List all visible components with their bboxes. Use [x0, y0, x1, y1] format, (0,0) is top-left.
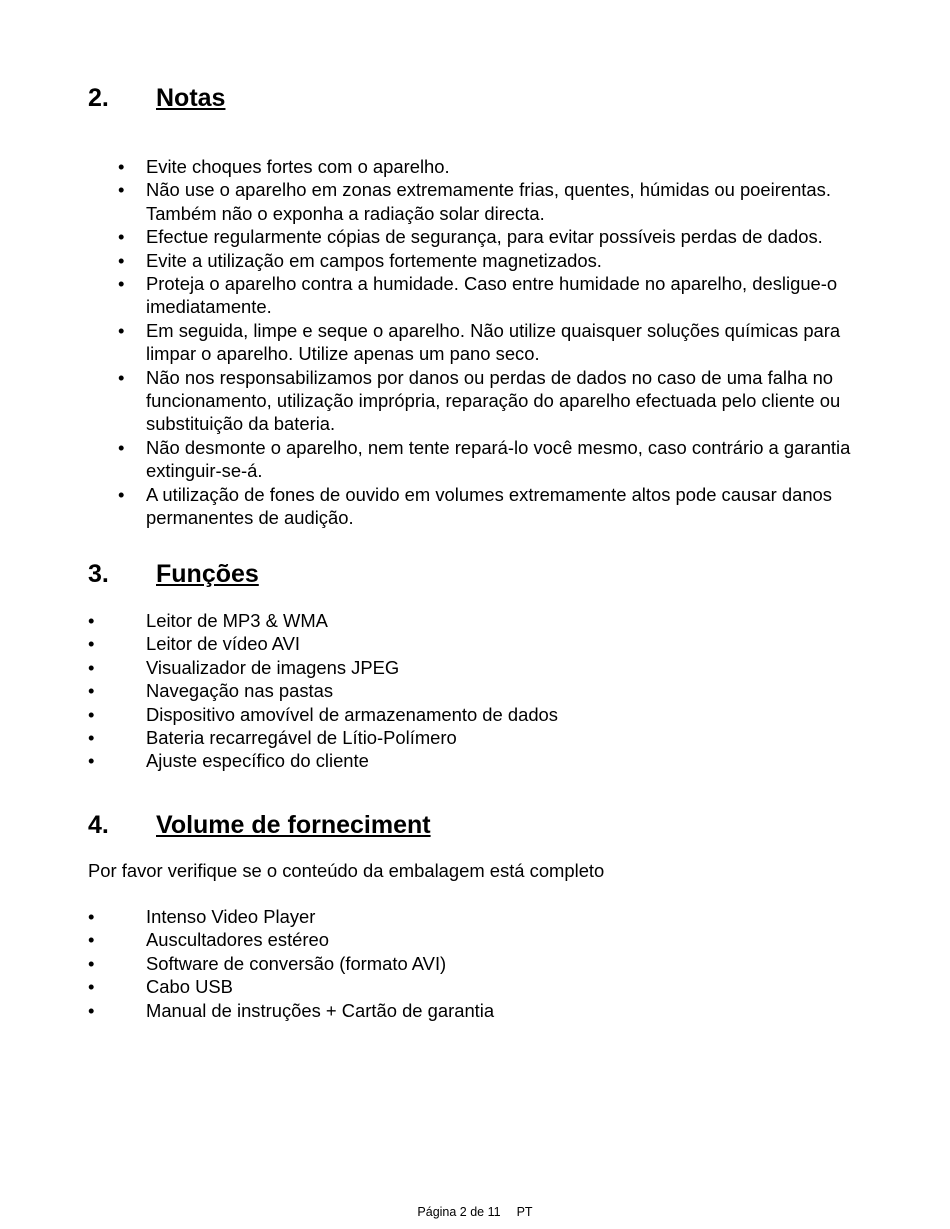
- page-number: Página 2 de 11: [417, 1205, 501, 1219]
- list-item-text: Navegação nas pastas: [146, 680, 334, 702]
- bullet-icon: •: [118, 273, 125, 295]
- list-item-text: Intenso Video Player: [146, 906, 316, 927]
- list-item-text: Leitor de MP3 & WMA: [146, 610, 328, 631]
- list-item: [0, 483, 866, 530]
- section-title: Funções: [156, 560, 259, 588]
- list-item: [0, 155, 866, 178]
- list-item: [0, 999, 866, 1022]
- section-number: 4.: [88, 811, 109, 839]
- package-contents-intro: Por favor verifique se o conteúdo da embalagem está completo: [88, 860, 605, 881]
- list-item: [0, 436, 866, 483]
- functions-list: [0, 609, 866, 773]
- section-number: 2.: [88, 84, 109, 112]
- bullet-icon: •: [118, 226, 125, 248]
- bullet-icon: •: [88, 929, 95, 951]
- list-item-text: Evite a utilização em campos fortemente magnetizados.: [146, 249, 602, 271]
- section-heading-notas: [88, 83, 225, 113]
- section-heading-funcoes: [88, 559, 259, 589]
- list-item: [0, 249, 866, 272]
- list-item: [0, 366, 866, 436]
- bullet-icon: •: [88, 750, 95, 772]
- section-title: Volume de forneciment: [156, 811, 431, 839]
- list-item-text: Software de conversão (formato AVI): [146, 952, 447, 974]
- list-item-text: Evite choques fortes com o aparelho.: [146, 156, 450, 177]
- section-title: Notas: [156, 84, 226, 112]
- list-item-text: Proteja o aparelho contra a humidade. Caso entre humidade no aparelho, desligue-o imediatamente.: [146, 273, 838, 318]
- list-item: [0, 679, 866, 702]
- bullet-icon: •: [118, 483, 125, 505]
- list-item: [0, 749, 866, 772]
- list-item-text: Dispositivo amovível de armazenamento de dados: [146, 703, 558, 725]
- list-item: [0, 225, 866, 248]
- list-item: [0, 272, 866, 319]
- list-item: [0, 975, 866, 998]
- bullet-icon: •: [118, 249, 125, 271]
- page-footer: [0, 1204, 950, 1220]
- section-number: 3.: [88, 560, 109, 588]
- list-item: [0, 952, 866, 975]
- bullet-icon: •: [118, 179, 125, 201]
- list-item: [0, 632, 866, 655]
- bullet-icon: •: [88, 999, 95, 1021]
- list-item: [0, 319, 866, 366]
- bullet-icon: •: [88, 610, 95, 631]
- list-item-text: Auscultadores estéreo: [146, 929, 329, 951]
- list-item-text: Não desmonte o aparelho, nem tente repará-lo você mesmo, caso contrário a garantia extinguir-se-á.: [146, 436, 851, 482]
- list-item: [0, 905, 866, 928]
- bullet-icon: •: [88, 727, 95, 749]
- bullet-icon: •: [88, 906, 95, 927]
- bullet-icon: •: [118, 319, 125, 341]
- bullet-icon: •: [118, 436, 125, 458]
- list-item-text: Ajuste específico do cliente: [146, 750, 369, 772]
- list-item-text: Em seguida, limpe e seque o aparelho. Não utilize quaisquer soluções químicas para limpar o aparelho. Utilize apenas um pano seco.: [146, 319, 841, 365]
- bullet-icon: •: [88, 976, 95, 998]
- notes-list: [0, 155, 866, 530]
- list-item-text: Bateria recarregável de Lítio-Polímero: [146, 727, 457, 749]
- list-item: [0, 609, 866, 632]
- package-contents-list: [0, 905, 866, 1022]
- list-item-text: Visualizador de imagens JPEG: [146, 656, 400, 678]
- list-item: [0, 726, 866, 749]
- bullet-icon: •: [118, 366, 125, 388]
- list-item: [0, 928, 866, 951]
- language-code: PT: [516, 1205, 533, 1219]
- list-item-text: Não use o aparelho em zonas extremamente frias, quentes, húmidas ou poeirentas. Também não o exponha a radiação solar directa.: [146, 179, 831, 224]
- bullet-icon: •: [88, 703, 95, 725]
- bullet-icon: •: [88, 952, 95, 974]
- list-item: [0, 656, 866, 679]
- bullet-icon: •: [88, 656, 95, 678]
- bullet-icon: •: [88, 633, 95, 655]
- bullet-icon: •: [88, 680, 95, 702]
- list-item-text: Leitor de vídeo AVI: [146, 633, 301, 655]
- list-item-text: Efectue regularmente cópias de segurança, para evitar possíveis perdas de dados.: [146, 226, 823, 248]
- list-item: [0, 703, 866, 726]
- list-item-text: A utilização de fones de ouvido em volumes extremamente altos pode causar danos permanentes de audição.: [146, 483, 832, 529]
- list-item-text: Não nos responsabilizamos por danos ou perdas de dados no caso de uma falha no funcionamento, utilização imprópria, reparação do aparelho efectuada pelo cliente ou substituição da bateria.: [146, 366, 841, 435]
- list-item-text: Cabo USB: [146, 976, 233, 998]
- bullet-icon: •: [118, 156, 125, 177]
- list-item-text: Manual de instruções + Cartão de garantia: [146, 999, 495, 1021]
- list-item: [0, 178, 866, 225]
- section-heading-volume: [88, 810, 431, 840]
